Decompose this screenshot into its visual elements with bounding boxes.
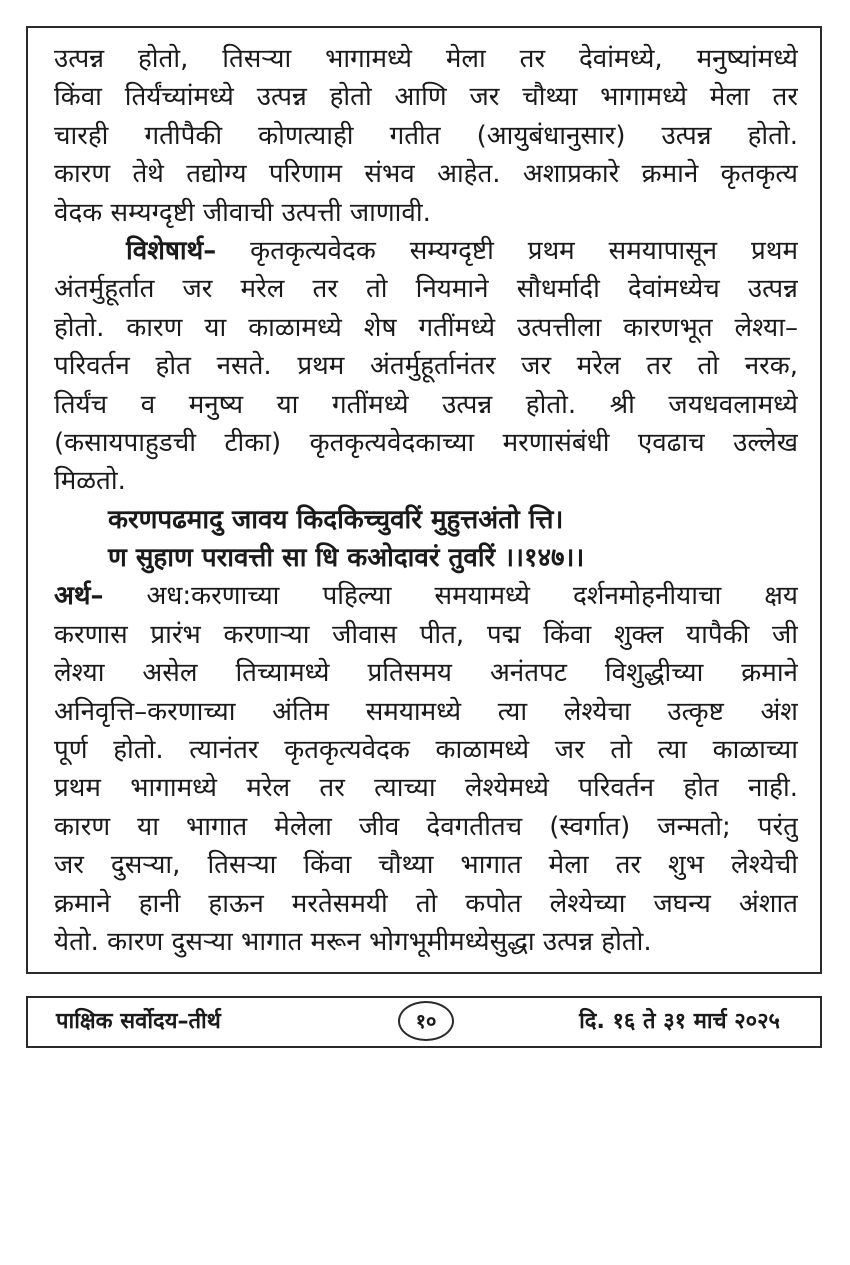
text-line: लेश्या असेल तिच्यामध्ये प्रतिसमय अनंतपट विशुद्धीच्या क्रमाने — [54, 658, 798, 689]
text-line: करणास प्रारंभ करणाऱ्या जीवास पीत, पद्म किंवा शुक्ल यापैकी जी — [54, 619, 798, 650]
text-line: मिळतो. — [54, 466, 126, 497]
text-line: होतो. कारण या काळामध्ये शेष गतींमध्ये उत्पत्तीला कारणभूत लेश्या– — [54, 312, 798, 343]
page-footer — [26, 996, 822, 1048]
vishesharth-label: विशेषार्थ– — [126, 235, 217, 266]
artha-first-text: अध:करणाच्या पहिल्या समयामध्ये दर्शनमोहनीयाचा क्षय — [103, 581, 798, 612]
text-line: वेदक सम्यग्दृष्टी जीवाची उत्पत्ती जाणावी. — [54, 197, 431, 228]
text-line: (कसायपाहुडची टीका) कृतकृत्यवेदकाच्या मरणासंबंधी एवढाच उल्लेख — [54, 427, 798, 458]
text-line: जर दुसऱ्या, तिसऱ्या किंवा चौथ्या भागात मेला तर शुभ लेश्येची — [54, 850, 798, 881]
artha-first-line — [54, 577, 798, 615]
vishesharth-first-text: कृतकृत्यवेदक सम्यग्दृष्टी प्रथम समयापासून प्रथम — [216, 235, 798, 266]
text-line: कारण या भागात मेलेला जीव देवगतीतच (स्वर्गात) जन्मतो; परंतु — [54, 811, 798, 842]
page-body — [26, 26, 822, 974]
text-line: प्रथम भागामध्ये मरेल तर त्याच्या लेश्येमध्ये परिवर्तन होत नाही. — [54, 773, 798, 804]
publication-name: पाक्षिक सर्वोदय–तीर्थ — [56, 1009, 221, 1034]
verse-line: करणपढमादु जावय किदकिच्चुवरिं मुहुत्तअंतो त्ति। — [108, 504, 564, 535]
issue-date: दि. १६ ते ३१ मार्च २०२५ — [579, 1009, 780, 1034]
text-line: क्रमाने हानी हाऊन मरतेसमयी तो कपोत लेश्येच्या जघन्य अंशात — [54, 888, 798, 919]
verse-line: ण सुहाण परावत्ती सा धि कओदावरं तुवरिं ।।१४७।। — [108, 543, 585, 574]
text-line: कारण तेथे तद्योग्य परिणाम संभव आहेत. अशाप्रकारे क्रमाने कृतकृत्य — [54, 159, 798, 190]
text-line: किंवा तिर्यंच्यांमध्ये उत्पन्न होतो आणि जर चौथ्या भागामध्ये मेला तर — [54, 82, 798, 113]
vishesharth-first-line — [54, 232, 798, 270]
text-line: अंतर्मुहूर्तात जर मरेल तर तो नियमाने सौधर्मादी देवांमध्येच उत्पन्न — [54, 274, 798, 305]
text-line: येतो. कारण दुसऱ्या भागात मरून भोगभूमीमध्येसुद्धा उत्पन्न होतो. — [54, 926, 652, 957]
page-number: १० — [398, 1001, 454, 1041]
text-line: उत्पन्न होतो, तिसऱ्या भागामध्ये मेला तर देवांमध्ये, मनुष्यांमध्ये — [54, 44, 798, 74]
text-line: परिवर्तन होत नसते. प्रथम अंतर्मुहूर्तानंतर जर मरेल तर तो नरक, — [54, 351, 798, 382]
text-line: तिर्यंच व मनुष्य या गतींमध्ये उत्पन्न होतो. श्री जयधवलामध्ये — [54, 389, 798, 420]
text-line: अनिवृत्ति–करणाच्या अंतिम समयामध्ये त्या लेश्येचा उत्कृष्ट अंश — [54, 696, 798, 727]
artha-label: अर्थ– — [54, 581, 104, 612]
text-line: पूर्ण होतो. त्यानंतर कृतकृत्यवेदक काळामध्ये जर तो त्या काळाच्या — [54, 735, 798, 766]
text-line: चारही गतीपैकी कोणत्याही गतीत (आयुबंधानुसार) उत्पन्न होतो. — [54, 120, 798, 151]
